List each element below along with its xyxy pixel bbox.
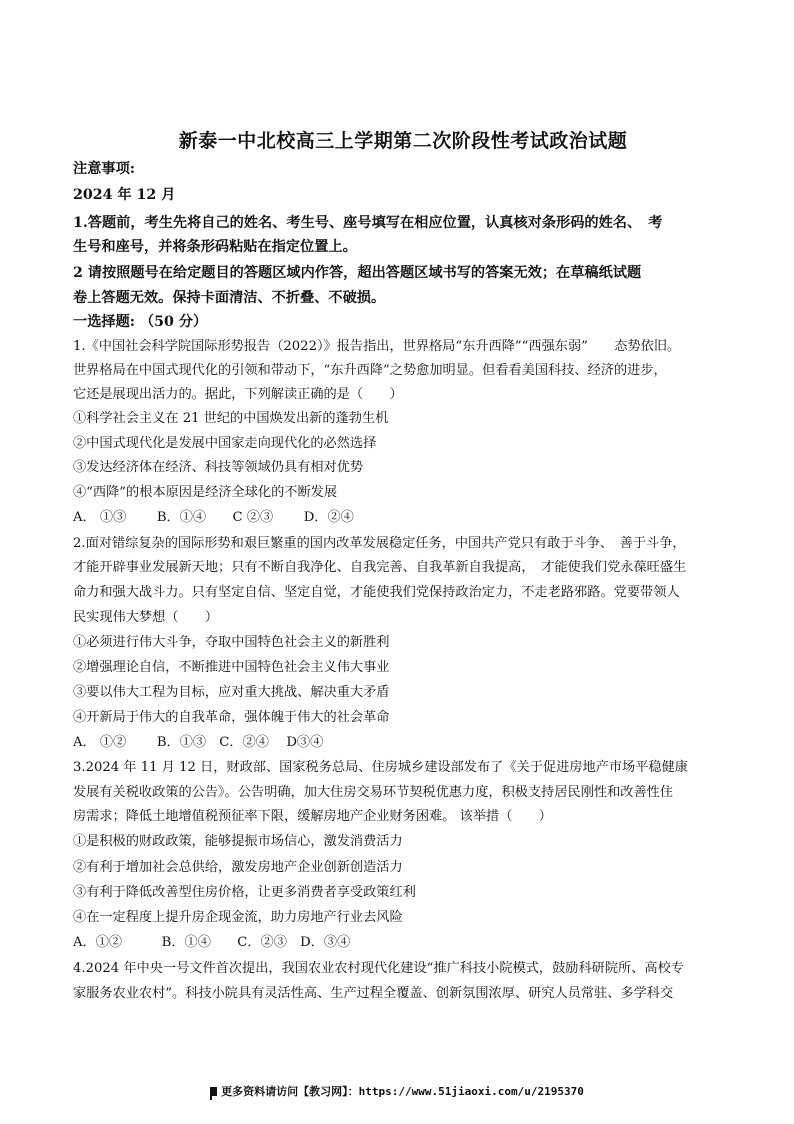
question-stem-line: 民实现伟大梦想（ ）: [73, 610, 219, 625]
question-stem-line: 命力和强大战斗力。只有坚定自信、坚定自觉，才能使我们党保持政治定力，不走老路邪路。党要带领人: [73, 585, 680, 600]
statement-3: ③发达经济体在经济、科技等领域仍具有相对优势: [73, 460, 364, 475]
question-stem-line: 2.面对错综复杂的国际形势和艰巨繁重的国内改革发展稳定任务，中国共产党只有敢于斗争、 善于斗争，: [73, 536, 686, 551]
statement-4: ④开新局于伟大的自我革命，强体魄于伟大的社会革命: [73, 710, 390, 725]
answer-options: A．①② B．①④ C．②③ D．③④: [73, 935, 351, 950]
notice-heading: 注意事项:: [73, 161, 135, 177]
question-stem-line: 发展有关税收政策的公告》。公告明确，加大住房交易环节契税优惠力度，积极支持居民刚性和改善性住: [73, 785, 674, 800]
rule-line: 1.答题前，考生先将自己的姓名、考生号、座号填写在相应位置，认真核对条形码的姓名、 考: [73, 215, 663, 231]
question-stem-line: 1.《中国社会科学院国际形势报告（2022）》报告指出，世界格局“东升西降”“西强东弱” 态势依旧。: [73, 339, 681, 354]
answer-options: A． ①③ B．①④ C ②③ D．②④: [73, 510, 354, 525]
statement-1: ①必须进行伟大斗争，夺取中国特色社会主义的新胜利: [73, 635, 390, 650]
statement-2: ②有利于增加社会总供给，激发房地产企业创新创造活力: [73, 860, 403, 875]
statement-4: ④在一定程度上提升房企现金流，助力房地产行业去风险: [73, 910, 403, 925]
statement-1: ①科学社会主义在 21 世纪的中国焕发出新的蓬勃生机: [73, 411, 389, 426]
rule-line: 2 请按照题号在给定题目的答题区域内作答，超出答题区域书写的答案无效；在草稿纸试题: [73, 265, 642, 281]
statement-3: ③要以伟大工程为目标，应对重大挑战、解决重大矛盾: [73, 685, 390, 700]
question-stem-line: 它还是展现出活力的。据此，下列解读正确的是（ ）: [73, 387, 403, 402]
statement-2: ②增强理论自信，不断推进中国特色社会主义伟大事业: [73, 660, 390, 675]
exam-date: 2024 年 12 月: [73, 187, 176, 203]
answer-options: A． ①② B．①③ C．②④ D③④: [73, 735, 324, 750]
statement-2: ②中国式现代化是发展中国家走向现代化的必然选择: [73, 436, 377, 451]
rule-line: 卷上答题无效。保持卡面清洁、不折叠、不破损。: [73, 290, 386, 306]
exam-title: 新泰一中北校高三上学期第二次阶段性考试政治试题: [178, 130, 628, 152]
question-stem-line: 房需求；降低土地增值税预征率下限，缓解房地产企业财务困难。 该举措（ ）: [73, 809, 552, 824]
footer-link-text[interactable]: 更多资料请访问【教习网】：https://www.51jiaoxi.com/u/2195370: [221, 1085, 584, 1098]
statement-1: ①是积极的财政政策，能够提振市场信心，激发消费活力: [73, 834, 403, 849]
footer-link-bar[interactable]: [0, 1083, 794, 1099]
rule-line: 生号和座号，并将条形码粘贴在指定位置上。: [73, 239, 357, 255]
section-heading: 一选择题: （50 分）: [73, 314, 208, 330]
question-stem-line: 4.2024 年中央一号文件首次提出，我国农业农村现代化建设“推广科技小院模式，鼓励科研院所、高校专: [73, 961, 684, 976]
statement-4: ④“西降”的根本原因是经济全球化的不断发展: [73, 485, 338, 500]
flag-icon: [210, 1087, 217, 1096]
question-stem-line: 才能开辟事业发展新天地；只有不断自我净化、自我完善、自我革新自我提高， 才能使我们党永葆旺盛生: [73, 560, 687, 575]
statement-3: ③有利于降低改善型住房价格，让更多消费者享受政策红利: [73, 885, 416, 900]
question-stem-line: 3.2024 年 11 月 12 日，财政部、国家税务总局、住房城乡建设部发布了《关于促进房地产市场平稳健康: [73, 760, 688, 775]
question-stem-line: 家服务农业农村”。科技小院具有灵活性高、生产过程全覆盖、创新氛围浓厚、研究人员常驻、多学科交: [73, 986, 674, 1001]
question-stem-line: 世界格局在中国式现代化的引领和带动下，“东升西降”之势愈加明显。但看看美国科技、经济的进步，: [73, 363, 667, 378]
